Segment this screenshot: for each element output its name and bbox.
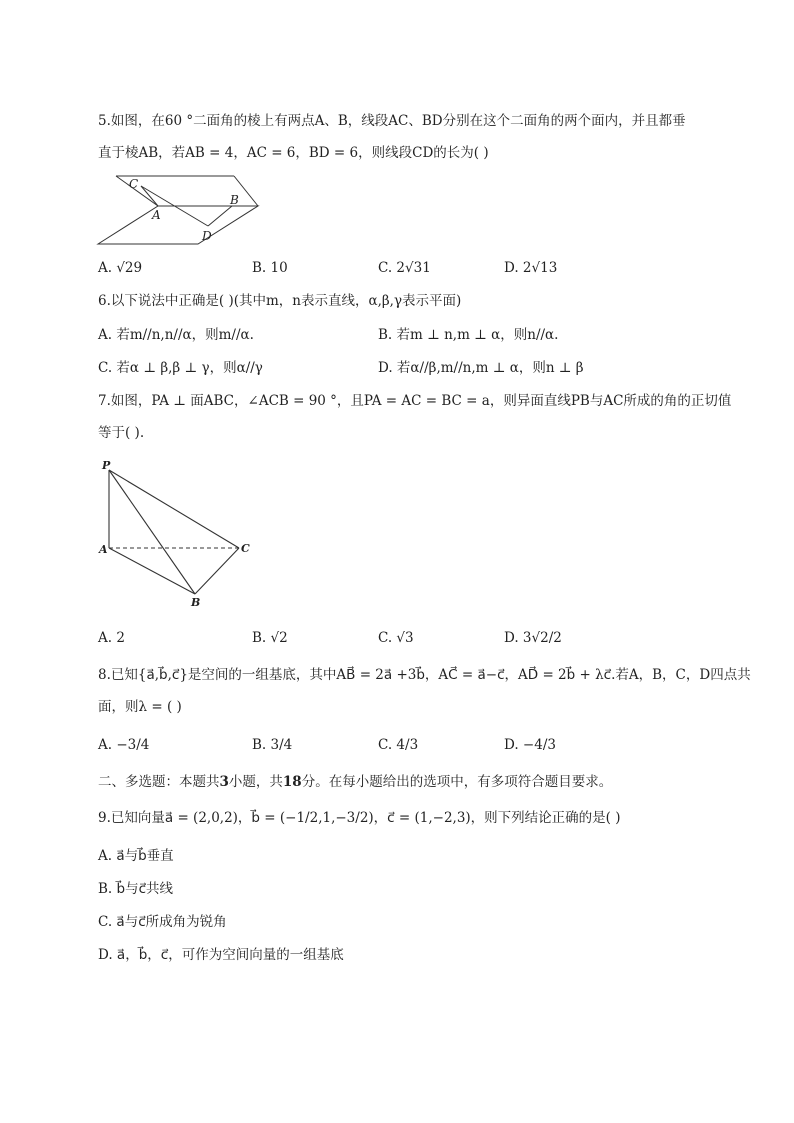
q5-option-a: A. √29 [98, 260, 143, 276]
section2-count: 3 [219, 774, 229, 790]
q7-line1: 7.如图，PA ⊥ 面ABC，∠ACB = 90 °，且PA = AC = BC = a，则异面直线PB与AC所成的角的正切值 [98, 393, 732, 409]
label-c: C [241, 542, 250, 555]
edge-pc [109, 470, 239, 548]
q5-dihedral-figure [96, 170, 266, 248]
q6-line1: 6.以下说法中正确是( )(其中m，n表示直线，α,β,γ表示平面) [98, 293, 462, 309]
q5-option-c: C. 2√31 [378, 260, 431, 276]
q9-line1: 9.已知向量a⃗ = (2,0,2)，b⃗ = (−1/2,1,−3/2)，c⃗ = (1,−2,3)，则下列结论正确的是( ) [98, 810, 621, 826]
edge-bc [195, 548, 239, 594]
q6-option-d: D. 若α//β,m//n,m ⊥ α，则n ⊥ β [378, 360, 584, 376]
q6-option-c: C. 若α ⊥ β,β ⊥ γ，则α//γ [98, 360, 263, 376]
q7-pyramid-figure [96, 458, 256, 608]
q9-option-c: C. a⃗与c⃗所成角为锐角 [98, 914, 227, 930]
q8-option-b: B. 3/4 [252, 737, 293, 753]
label-a: A [152, 208, 161, 222]
label-p: P [102, 459, 111, 472]
label-b: B [191, 596, 201, 608]
q8-line1: 8.已知{a⃗,b⃗,c⃗}是空间的一组基底，其中AB⃗ = 2a⃗ +3b⃗，AC⃗ = a⃗−c⃗，AD⃗ = 2b⃗ + λc⃗.若A，B，C，D四点共 [98, 667, 751, 683]
section2-points: 18 [282, 774, 302, 790]
q5-line2: 直于棱AB，若AB = 4，AC = 6，BD = 6，则线段CD的长为( ) [98, 145, 489, 161]
q7-line2: 等于( ). [98, 425, 145, 441]
q9-option-b: B. b⃗与c⃗共线 [98, 881, 173, 897]
section2-suffix: 分。在每小题给出的选项中，有多项符合题目要求。 [301, 774, 613, 790]
q6-option-a: A. 若m//n,n//α，则m//α. [98, 327, 254, 343]
lower-plane [98, 206, 258, 244]
q8-option-a: A. −3/4 [98, 737, 150, 753]
section2-mid: 小题，共 [228, 774, 283, 790]
section2-heading [98, 772, 612, 792]
q5-option-b: B. 10 [252, 260, 288, 276]
label-d: D [202, 229, 212, 243]
q8-option-d: D. −4/3 [504, 737, 556, 753]
section2-prefix: 二、多选题：本题共 [98, 774, 220, 790]
segment-db [208, 206, 232, 226]
edge-pb [109, 470, 195, 594]
q7-option-c: C. √3 [378, 630, 414, 646]
q7-option-a: A. 2 [98, 630, 125, 646]
q8-option-c: C. 4/3 [378, 737, 419, 753]
label-b: B [230, 193, 239, 207]
q6-option-b: B. 若m ⊥ n,m ⊥ α，则n//α. [378, 327, 559, 343]
label-c: C [129, 177, 139, 191]
edge-ab [109, 548, 195, 594]
q9-option-d: D. a⃗，b⃗，c⃗，可作为空间向量的一组基底 [98, 947, 344, 963]
q9-option-a: A. a⃗与b⃗垂直 [98, 848, 174, 864]
q5-option-d: D. 2√13 [504, 260, 558, 276]
q7-option-b: B. √2 [252, 630, 288, 646]
q8-line2: 面，则λ = ( ) [98, 699, 182, 715]
label-a: A [99, 543, 108, 556]
q5-line1: 5.如图，在60 °二面角的棱上有两点A、B，线段AC、BD分别在这个二面角的两个面内，并且都垂 [98, 113, 686, 129]
q7-option-d: D. 3√2/2 [504, 630, 562, 646]
